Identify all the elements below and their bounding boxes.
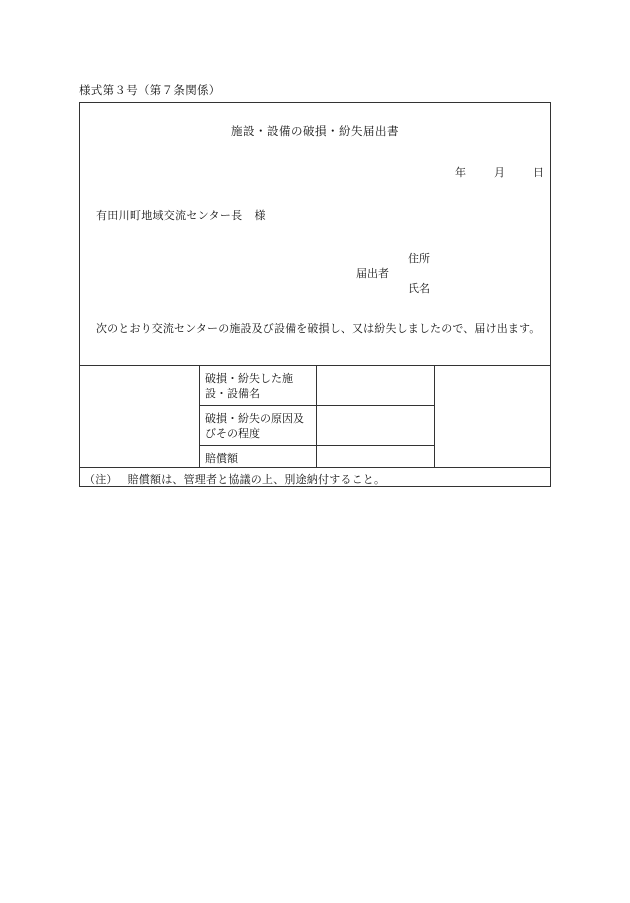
table-row [200, 406, 434, 446]
document-title: 施設・設備の破損・紛失届出書 [231, 124, 399, 138]
compensation-label: 賠償額 [200, 446, 317, 468]
date-day-label: 日 [533, 166, 544, 179]
applicant-label: 届出者 [356, 267, 389, 280]
damaged-item-label: 破損・紛失した施設・設備名 [200, 366, 317, 405]
table-row [200, 446, 434, 468]
details-table [80, 365, 550, 468]
cause-extent-field[interactable] [317, 406, 434, 445]
footnote [80, 467, 550, 486]
date-month-label: 月 [494, 166, 505, 179]
compensation-field[interactable] [317, 446, 434, 468]
addressee [96, 207, 266, 223]
damaged-item-field[interactable] [317, 366, 434, 405]
address-label: 住所 [408, 252, 430, 265]
date-line [455, 164, 544, 180]
notification-form [79, 102, 551, 487]
table-row [200, 366, 434, 406]
name-label: 氏名 [408, 282, 430, 295]
details-grid [199, 366, 435, 468]
table-left-blank-cell [80, 366, 199, 468]
cause-extent-label: 破損・紛失の原因及びその程度 [200, 406, 317, 445]
date-year-label: 年 [455, 166, 466, 179]
footnote-text: 賠償額は、管理者と協議の上、別途納付すること。 [127, 473, 386, 486]
statement-text: 次のとおり交流センターの施設及び設備を破損し、又は紛失しましたので、届け出ます。 [96, 322, 541, 335]
footnote-tag: （注） [84, 473, 118, 486]
addressee-name: 有田川町地域交流センター長 [96, 209, 243, 222]
addressee-honorific: 様 [254, 209, 266, 222]
form-number: 様式第３号（第７条関係） [79, 83, 221, 97]
table-right-blank-cell [435, 366, 550, 468]
